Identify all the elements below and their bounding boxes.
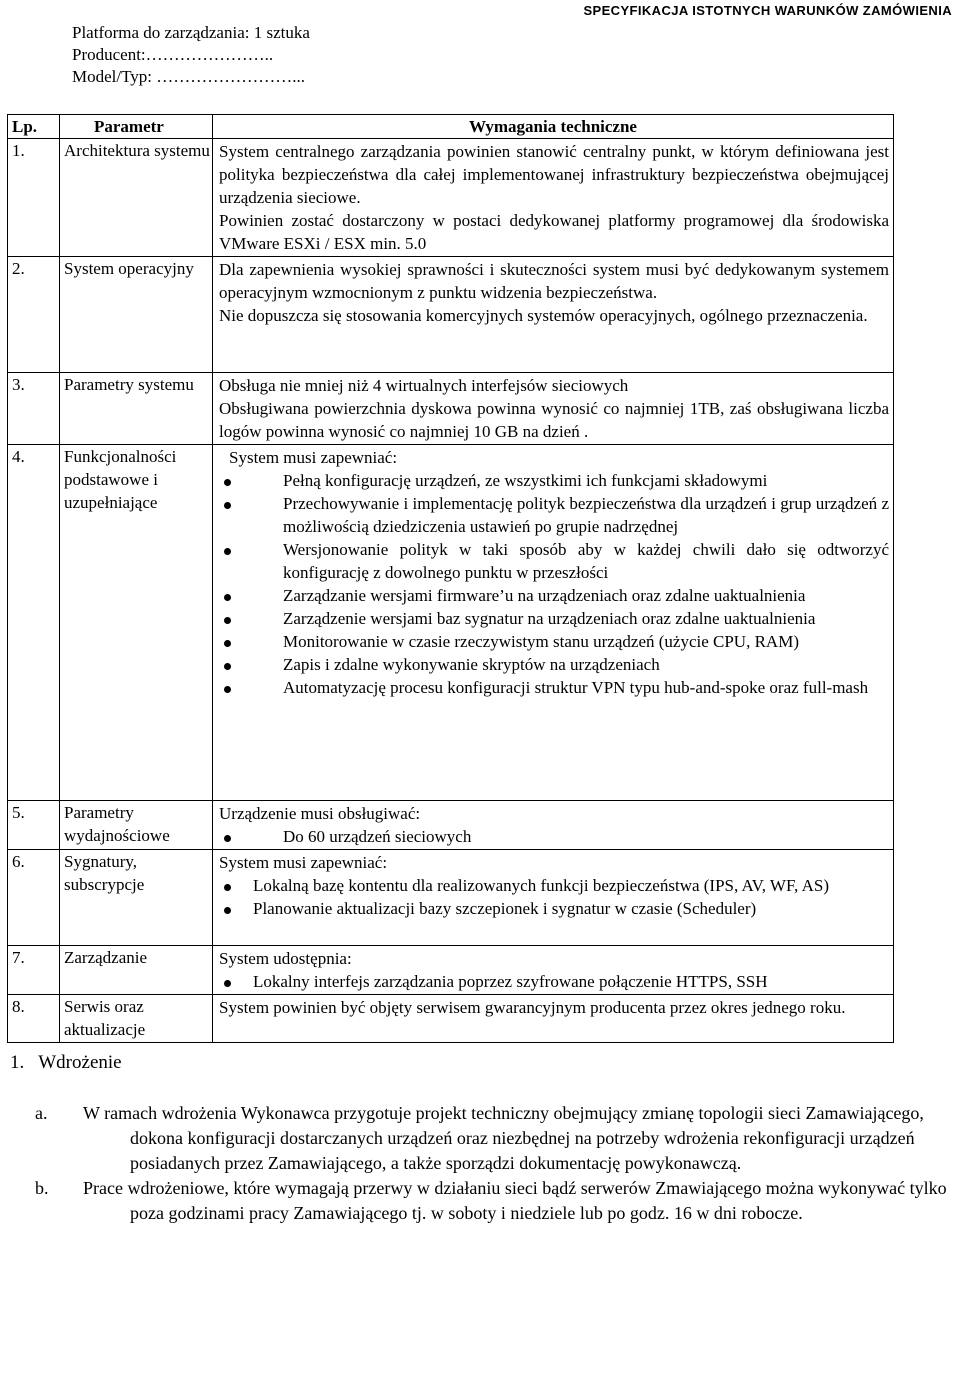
row-number: 4.: [8, 445, 60, 801]
platform-line: Platforma do zarządzania: 1 sztuka: [72, 23, 310, 42]
req-paragraph: Obsługa nie mniej niż 4 wirtualnych interfejsów sieciowych: [219, 376, 629, 395]
row-requirements: [213, 139, 894, 257]
table-header-row: [8, 115, 894, 139]
product-info: [72, 22, 310, 88]
list-item: Do 60 urządzeń sieciowych: [219, 825, 889, 848]
row-number: 3.: [8, 373, 60, 445]
model-line: Model/Typ: ……………………...: [72, 67, 306, 86]
section-heading: [10, 1052, 122, 1074]
list-item: Automatyzację procesu konfiguracji struktur VPN typu hub-and-spoke oraz full-mash: [219, 676, 889, 699]
table-row: [8, 373, 894, 445]
list-item: Lokalny interfejs zarządzania poprzez szyfrowane połączenie HTTPS, SSH: [219, 970, 889, 993]
req-paragraph: System powinien być objęty serwisem gwarancyjnym producenta przez okres jednego roku.: [219, 998, 846, 1017]
requirements-table: [7, 114, 894, 1043]
req-bullet-list: [219, 970, 889, 993]
table-row: [8, 257, 894, 373]
row-requirements: [213, 373, 894, 445]
table-row: [8, 850, 894, 946]
item-marker: b.: [35, 1178, 49, 1198]
document-header-title: SPECYFIKACJA ISTOTNYCH WARUNKÓW ZAMÓWIENIA: [583, 3, 952, 18]
row-param: Architektura systemu: [60, 139, 213, 257]
row-number: 2.: [8, 257, 60, 373]
req-intro: System musi zapewniać:: [219, 853, 388, 872]
row-param: System operacyjny: [60, 257, 213, 373]
row-param: Funkcjonalności podstawowe i uzupełniające: [60, 445, 213, 801]
row-number: 6.: [8, 850, 60, 946]
row-param: Parametry wydajnościowe: [60, 801, 213, 850]
section-list: [35, 1101, 953, 1226]
table-row: [8, 801, 894, 850]
row-number: 5.: [8, 801, 60, 850]
row-requirements: [213, 946, 894, 995]
table-row: [8, 139, 894, 257]
producer-line: Producent:…………………..: [72, 45, 274, 64]
list-item: Pełną konfigurację urządzeń, ze wszystkimi ich funkcjami składowymi: [219, 469, 889, 492]
req-paragraph: Obsługiwana powierzchnia dyskowa powinna wynosić co najmniej 1TB, zaś obsługiwana liczba logów powinna wynosić co najmniej 10 GB na dzień .: [219, 399, 889, 441]
header-lp: Lp.: [8, 115, 60, 139]
list-item: Zarządzanie wersjami firmware’u na urządzeniach oraz zdalne uaktualnienia: [219, 584, 889, 607]
req-paragraph: Powinien zostać dostarczony w postaci dedykowanej platformy programowej dla środowiska VMware ESXi / ESX min. 5.0: [219, 211, 889, 253]
row-param: Serwis oraz aktualizacje: [60, 995, 213, 1043]
row-param: Sygnatury, subscrypcje: [60, 850, 213, 946]
row-requirements: [213, 850, 894, 946]
req-intro: System udostępnia:: [219, 949, 352, 968]
header-param: Parametr: [60, 115, 213, 139]
list-item: Zapis i zdalne wykonywanie skryptów na urządzeniach: [219, 653, 889, 676]
row-requirements: [213, 801, 894, 850]
req-paragraph: Dla zapewnienia wysokiej sprawności i skuteczności system musi być dedykowanym systemem operacyjnym wzmocnionym z punktu widzenia bezpieczeństwa.: [219, 260, 889, 302]
req-intro: System musi zapewniać:: [229, 448, 398, 467]
req-bullet-list: [219, 874, 889, 920]
row-param: Parametry systemu: [60, 373, 213, 445]
list-item: Przechowywanie i implementację polityk bezpieczeństwa dla urządzeń i grup urządzeń z możliwością dziedziczenia ustawień po grupie nadrzędnej: [219, 492, 889, 538]
list-item: [35, 1101, 953, 1176]
req-paragraph: System centralnego zarządzania powinien stanowić centralny punkt, w którym definiowana jest polityka bezpieczeństwa dla całej implementowanej infrastruktury bezpieczeństwa obejmującej urządzenia sieciowe.: [219, 142, 889, 207]
list-item: Monitorowanie w czasie rzeczywistym stanu urządzeń (użycie CPU, RAM): [219, 630, 889, 653]
list-item: Wersjonowanie polityk w taki sposób aby w każdej chwili dało się odtworzyć konfigurację z dowolnego punktu w przeszłości: [219, 538, 889, 584]
table-row: [8, 946, 894, 995]
req-intro: Urządzenie musi obsługiwać:: [219, 804, 421, 823]
item-text: W ramach wdrożenia Wykonawca przygotuje projekt techniczny obejmujący zmianę topologii sieci Zamawiającego, dokona konfiguracji dostarczanych urządzeń oraz niezbędnej na potrzeby wdrożenia rekonfiguracji urządzeń posiadanych przez Zamawiającego, a także sporządzi dokumentację powykonawczą.: [83, 1103, 924, 1173]
req-paragraph: Nie dopuszcza się stosowania komercyjnych systemów operacyjnych, ogólnego przeznaczenia.: [219, 306, 868, 325]
table-row: [8, 995, 894, 1043]
row-requirements: [213, 445, 894, 801]
header-req: Wymagania techniczne: [213, 115, 894, 139]
section-number: 1.: [10, 1052, 25, 1073]
req-bullet-list: [219, 825, 889, 848]
list-item: Zarządzenie wersjami baz sygnatur na urządzeniach oraz zdalne uaktualnienia: [219, 607, 889, 630]
row-param: Zarządzanie: [60, 946, 213, 995]
item-text: Prace wdrożeniowe, które wymagają przerwy w działaniu sieci bądź serwerów Zmawiającego można wykonywać tylko poza godzinami pracy Zamawiającego tj. w soboty i niedziele lub po godz. 16 w dni robocze.: [83, 1178, 947, 1223]
row-requirements: [213, 995, 894, 1043]
table-row: [8, 445, 894, 801]
req-bullet-list: [219, 469, 889, 699]
row-number: 8.: [8, 995, 60, 1043]
list-item: Planowanie aktualizacji bazy szczepionek i sygnatur w czasie (Scheduler): [219, 897, 889, 920]
row-number: 7.: [8, 946, 60, 995]
list-item: [35, 1176, 953, 1226]
item-marker: a.: [35, 1103, 48, 1123]
section-title: Wdrożenie: [38, 1052, 122, 1073]
list-item: Lokalną bazę kontentu dla realizowanych funkcji bezpieczeństwa (IPS, AV, WF, AS): [219, 874, 889, 897]
row-requirements: [213, 257, 894, 373]
row-number: 1.: [8, 139, 60, 257]
